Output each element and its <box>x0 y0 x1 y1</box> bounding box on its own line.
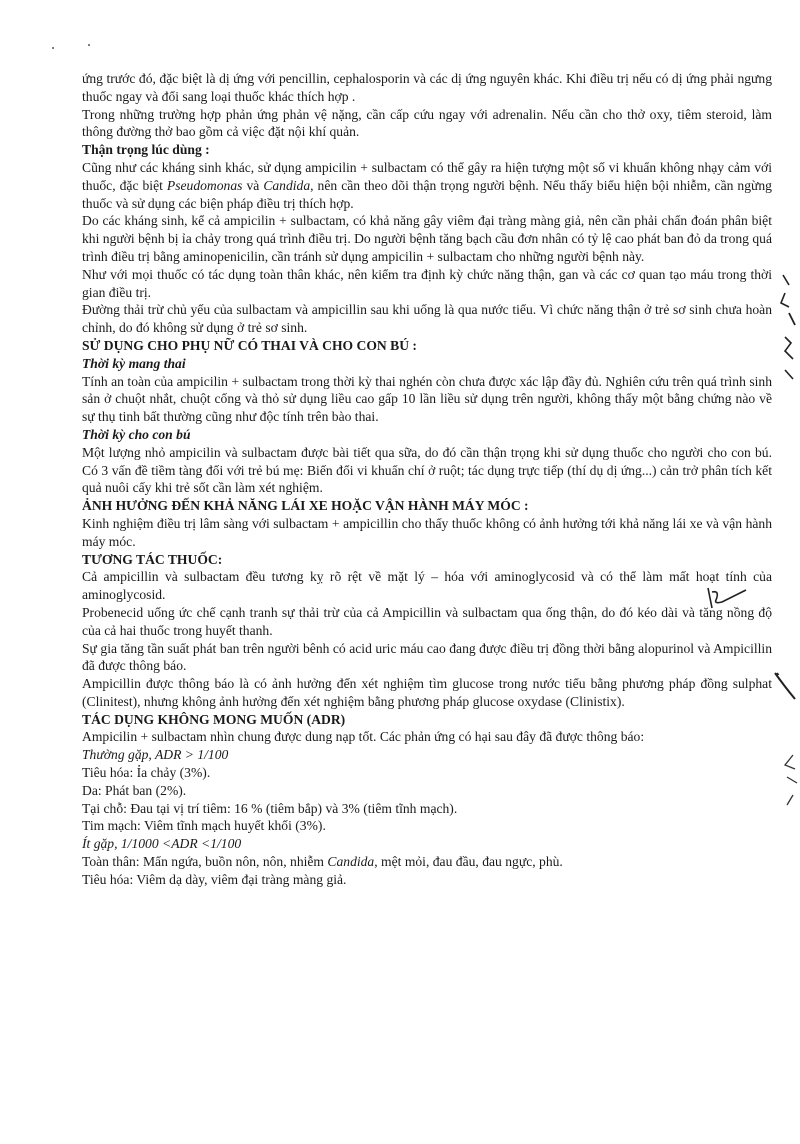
handwritten-margin-marks-icon <box>765 665 800 845</box>
subheading-uncommon-adr: Ít gặp, 1/1000 <ADR <1/100 <box>82 836 242 852</box>
scan-speck <box>88 44 90 46</box>
list-item: Tại chỗ: Đau tại vị trí tiêm: 16 % (tiêm bắp) và 3% (tiêm tĩnh mạch). <box>82 800 458 816</box>
paragraph-allopurinol: Sự gia tăng tần suất phát ban trên người bênh có acid uric máu cao đang được điều trị đồng thời bằng alopurinol và Ampicillin đã được thông báo. <box>82 640 772 674</box>
list-item: Tim mạch: Viêm tĩnh mạch huyết khối (3%). <box>82 818 326 834</box>
paragraph-driving: Kinh nghiệm điều trị lâm sàng với sulbactam + ampicillin cho thấy thuốc không có ảnh hưởng tới khả năng lái xe và vận hành máy móc. <box>82 515 772 549</box>
heading-interactions: TƯƠNG TÁC THUỐC: <box>82 551 223 567</box>
paragraph-aminoglycoside: Cả ampicillin và sulbactam đều tương kỵ rõ rệt về mặt lý – hóa với aminoglycosid và có thể làm mất hoạt tính của aminoglycosid. <box>82 569 772 603</box>
paragraph-colitis: Do các kháng sinh, kể cả ampicilin + sulbactam, có khả năng gây viêm đại tràng màng giả, nên cần phải chẩn đoán phân biệt khi người bệnh bị ỉa chảy trong quá trình điều trị. Do người bệnh tăng bạch cầu đơn nhân có tỷ lệ cao phát ban đỏ da trong quá trình điều trị bằng aminopenicilin, cần tránh sử dụng ampicilin + sulbactam cho những người bệnh này. <box>82 213 772 264</box>
paragraph-adr-intro: Ampicilin + sulbactam nhìn chung được dung nạp tốt. Các phản ứng có hại sau đây đã được thông báo: <box>82 729 645 745</box>
heading-pregnancy-lactation: SỬ DỤNG CHO PHỤ NỮ CÓ THAI VÀ CHO CON BÚ : <box>82 337 417 353</box>
paragraph-lactation: Một lượng nhỏ ampicilin và sulbactam được bài tiết qua sữa, do đó cần thận trọng khi sử dụng thuốc cho người cho con bú. Có 3 vấn đề tiềm tàng đối với trẻ bú mẹ: Biến đổi vi khuẩn chí ở ruột; tác dụng trực tiếp (thí dụ dị ứng...) cản trở phân tích kết quả nuôi cấy khi trẻ sốt cần làm xét nghiệm. <box>82 444 772 496</box>
paragraph-glucose-test: Ampicillin được thông báo là có ảnh hưởng đến xét nghiệm tìm glucose trong nước tiểu bằng phương pháp đồng sulphat (Clinitest), nhưng không ảnh hưởng đến xét nghiệm bằng phương pháp glucose oxydase (Clinistix). <box>82 676 772 709</box>
paragraph-allergy-intro: ứng trước đó, đặc biệt là dị ứng với pencillin, cephalosporin và các dị ứng nguyên khác. Khi điều trị nếu có dị ứng phải ngưng thuốc ngay và đổi sang loại thuốc khác thích hợp . <box>82 71 772 104</box>
paragraph-excretion: Đường thải trừ chủ yếu của sulbactam và ampicillin sau khi uống là qua nước tiểu. Vì chức năng thận ở trẻ sơ sinh chưa hoàn chỉnh, do đó không sử dụng ở trẻ sơ sinh. <box>82 302 772 336</box>
list-item: Tiêu hóa: Ỉa chảy (3%). <box>82 765 211 781</box>
scan-speck <box>52 47 54 49</box>
handwritten-margin-marks-icon <box>755 255 800 675</box>
subheading-common-adr: Thường gặp, ADR > 1/100 <box>82 747 229 763</box>
heading-driving: ẢNH HƯỞNG ĐẾN KHẢ NĂNG LÁI XE HOẶC VẬN HÀNH MÁY MÓC : <box>82 498 529 514</box>
list-item: Toàn thân: Mẩn ngứa, buồn nôn, nôn, nhiễm Candida, mệt mỏi, đau đầu, đau ngực, phù. <box>82 854 563 870</box>
paragraph-anaphylaxis: Trong những trường hợp phản ứng phản vệ nặng, cần cấp cứu ngay với adrenalin. Nếu cần cho thở oxy, tiêm steroid, làm thông đường thở bao gồm cả việc đặt nội khí quản. <box>82 106 772 140</box>
paragraph-pregnancy: Tính an toàn của ampicilin + sulbactam trong thời kỳ thai nghén còn chưa được xác lập đầy đủ. Nghiên cứu trên quá trình sinh sản ở chuột nhắt, chuột cống và thỏ sử dụng liều cao gấp 10 lần liều sử dụng trên người, không thấy một bằng chứng nào về sự thụ tinh bất thường cũng như độc tính trên bào thai. <box>82 373 772 425</box>
list-item: Da: Phát ban (2%). <box>82 782 187 798</box>
heading-adr: TÁC DỤNG KHÔNG MONG MUỐN (ADR) <box>82 711 346 727</box>
subheading-pregnancy: Thời kỳ mang thai <box>82 355 186 371</box>
list-item: Tiêu hóa: Viêm dạ dày, viêm đại tràng màng giả. <box>82 871 347 887</box>
subheading-lactation: Thời kỳ cho con bú <box>82 426 191 442</box>
paragraph-superinfection: Cũng như các kháng sinh khác, sử dụng ampicilin + sulbactam có thể gây ra hiện tượng một số vi khuẩn không nhạy cảm với thuốc, đặc biệt Pseudomonas và Candida, nên cần theo dõi thận trọng người bệnh. Nếu thấy biểu hiện bội nhiễm, cần ngừng thuốc và sử dụng các biện pháp điều trị thích hợp. <box>82 159 772 211</box>
paragraph-organ-check: Như với mọi thuốc có tác dụng toàn thân khác, nên kiểm tra định kỳ chức năng thận, gan và các cơ quan tạo máu trong thời gian điều trị. <box>82 266 772 300</box>
heading-precautions: Thận trọng lúc dùng : <box>82 142 210 158</box>
paragraph-probenecid: Probenecid uống ức chế cạnh tranh sự thải trừ của cả Ampicillin và sulbactam qua ống thận, do đó kéo dài và tăng nồng độ của cả hai thuốc trong huyết thanh. <box>82 604 772 638</box>
document-page <box>82 70 772 889</box>
signature-scribble-icon <box>700 582 750 614</box>
